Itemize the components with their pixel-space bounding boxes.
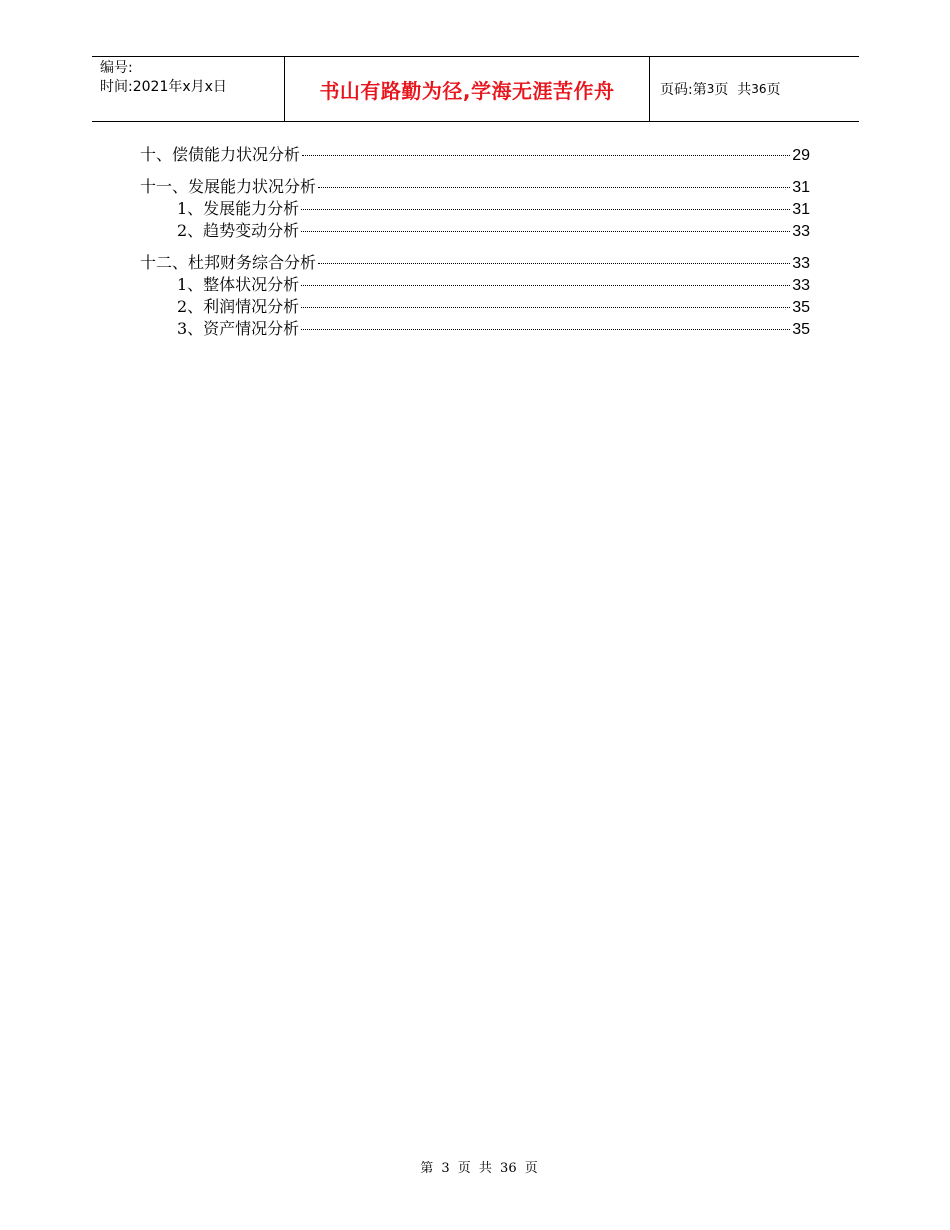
toc-entry-label: 3、资产情况分析 xyxy=(177,319,300,338)
toc-entry[interactable] xyxy=(140,198,810,220)
page-prefix: 页码:第 xyxy=(660,82,707,98)
toc-entry-page: 33 xyxy=(792,255,810,272)
toc-dot-leader xyxy=(301,209,790,210)
toc-entry-page: 31 xyxy=(792,179,810,196)
toc-entry[interactable] xyxy=(140,252,810,274)
toc-entry[interactable] xyxy=(140,176,810,198)
toc-dot-leader xyxy=(301,231,790,232)
page-suffix: 页 xyxy=(766,82,781,98)
toc-entry-label: 1、整体状况分析 xyxy=(177,275,300,294)
toc-entry[interactable] xyxy=(140,274,810,296)
toc-entry-label: 十二、杜邦财务综合分析 xyxy=(140,253,317,272)
document-date: 时间:2021年x月x日 xyxy=(100,79,227,95)
toc-dot-leader xyxy=(318,263,790,264)
document-number-label: 编号: xyxy=(100,60,133,76)
header-motto: 书山有路勤为径,学海无涯苦作舟 xyxy=(285,57,650,121)
page-footer: 第 3 页 共 36 页 xyxy=(420,1161,538,1176)
toc-entry-page: 35 xyxy=(792,299,810,316)
page-mid: 页 共 xyxy=(714,82,752,98)
toc-dot-leader xyxy=(302,155,790,156)
toc-entry-label: 1、发展能力分析 xyxy=(177,199,300,218)
toc-dot-leader xyxy=(301,285,790,286)
toc-entry-page: 35 xyxy=(792,321,810,338)
page-header xyxy=(92,56,859,122)
header-page-cell xyxy=(650,57,859,121)
toc-entry[interactable] xyxy=(140,220,810,242)
toc-entry-page: 33 xyxy=(792,223,810,240)
toc-dot-leader xyxy=(301,307,790,308)
toc-entry-page: 29 xyxy=(792,147,810,164)
page-total: 36 xyxy=(751,82,767,96)
toc-entry[interactable] xyxy=(140,296,810,318)
toc-entry[interactable] xyxy=(140,318,810,340)
toc-dot-leader xyxy=(301,329,790,330)
toc-entry-label: 2、利润情况分析 xyxy=(177,297,300,316)
toc-entry[interactable] xyxy=(140,144,810,166)
toc-entry-label: 十一、发展能力状况分析 xyxy=(140,177,317,196)
toc-entry-page: 33 xyxy=(792,277,810,294)
toc-entry-label: 十、偿债能力状况分析 xyxy=(140,145,301,164)
table-of-contents xyxy=(140,144,810,340)
toc-entry-label: 2、趋势变动分析 xyxy=(177,221,300,240)
header-info-cell xyxy=(92,57,285,121)
page-current: 3 xyxy=(706,82,715,96)
toc-dot-leader xyxy=(318,187,790,188)
toc-entry-page: 31 xyxy=(792,201,810,218)
